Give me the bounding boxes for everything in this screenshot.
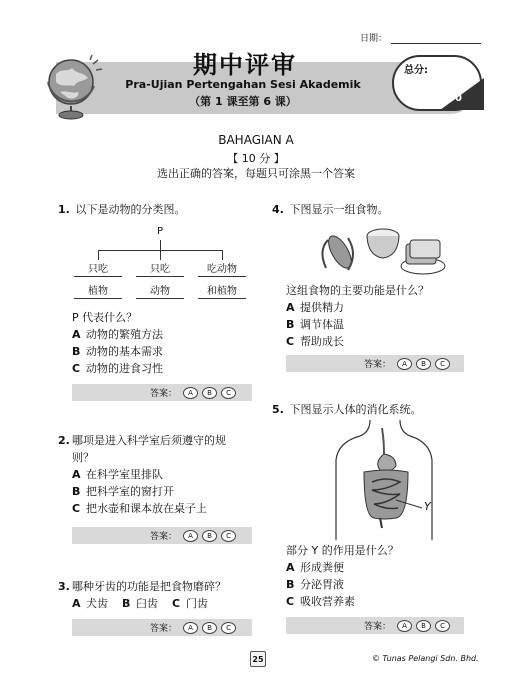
classification-tree xyxy=(70,222,250,302)
answer-label: 答案： xyxy=(364,622,392,632)
question-text: 下图显示人体的消化系统。 xyxy=(289,403,422,416)
option-a: A 形成粪便 xyxy=(286,561,344,574)
option-a: A 犬齿 xyxy=(72,597,108,610)
answer-bubble-a[interactable]: A xyxy=(397,620,412,632)
globe-icon xyxy=(38,52,108,122)
option-a: A 在科学室里排队 xyxy=(72,468,163,481)
tree-node: 和植物 xyxy=(207,286,237,297)
question-prompt: P 代表什么？ xyxy=(72,311,138,324)
answer-bubble-c[interactable]: C xyxy=(221,530,236,542)
answer-label: 答案： xyxy=(150,624,178,634)
digestive-system-diagram xyxy=(330,420,440,540)
question-1 xyxy=(58,201,186,218)
answer-label: 答案： xyxy=(150,532,178,542)
tree-underline xyxy=(74,298,122,299)
page-title: 期中评审 xyxy=(193,51,297,79)
answer-bubble-b[interactable]: B xyxy=(416,620,431,632)
section-instruction: 选出正确的答案，每题只可涂黑一个答案 xyxy=(157,167,355,180)
tree-drop-2 xyxy=(160,250,161,260)
score-wedge xyxy=(440,78,484,110)
answer-bar xyxy=(72,384,252,401)
question-text: 哪项是进入科学室后须遵守的规 xyxy=(72,434,226,447)
tree-drop-3 xyxy=(222,250,223,260)
answer-bubble-b[interactable]: B xyxy=(202,530,217,542)
option-a: A 动物的繁殖方法 xyxy=(72,328,163,341)
page-subtitle: Pra-Ujian Pertengahan Sesi Akademik xyxy=(125,78,361,91)
question-text: 下图显示一组食物。 xyxy=(289,203,389,216)
question-number: 3. xyxy=(58,580,70,593)
answer-bar xyxy=(72,619,252,636)
tree-underline xyxy=(198,298,246,299)
question-3 xyxy=(58,578,226,612)
question-1-body xyxy=(72,309,163,377)
date-label: 日期： xyxy=(360,34,388,44)
question-5-body xyxy=(286,542,399,610)
option-c: C 吸收营养素 xyxy=(286,595,355,608)
option-c: C 把水壶和课本放在桌子上 xyxy=(72,502,207,515)
tree-underline xyxy=(198,276,246,277)
option-c: C 门齿 xyxy=(172,597,208,610)
answer-bubble-a[interactable]: A xyxy=(183,622,198,634)
answer-bubble-a[interactable]: A xyxy=(183,530,198,542)
question-text: 以下是动物的分类图。 xyxy=(75,203,186,216)
question-4 xyxy=(272,201,389,218)
option-c: C 帮助成长 xyxy=(286,335,344,348)
option-b: B 臼齿 xyxy=(122,597,158,610)
answer-bubble-c[interactable]: C xyxy=(435,358,450,370)
answer-bubble-b[interactable]: B xyxy=(202,622,217,634)
section-title: BAHAGIAN A xyxy=(218,133,294,147)
diagram-label-y: Y xyxy=(424,500,431,513)
page-number: 25 xyxy=(250,651,266,667)
answer-bubble-b[interactable]: B xyxy=(416,358,431,370)
tree-node: 吃动物 xyxy=(207,264,237,275)
score-label: 总分: xyxy=(404,65,428,76)
answer-bar xyxy=(72,527,252,544)
option-b: B 把科学室的窗打开 xyxy=(72,485,174,498)
answer-bar xyxy=(286,617,464,634)
section-marks: 【 10 分 】 xyxy=(227,152,285,165)
tree-node: 动物 xyxy=(150,286,170,297)
lesson-range: （第 1 课至第 6 课） xyxy=(189,95,297,108)
tree-underline xyxy=(74,276,122,277)
tree-drop-1 xyxy=(98,250,99,260)
tree-underline xyxy=(136,298,184,299)
question-text: 哪种牙齿的功能是把食物磨碎？ xyxy=(72,580,226,593)
question-number: 5. xyxy=(272,403,284,416)
question-number: 4. xyxy=(272,203,284,216)
question-number: 1. xyxy=(58,203,70,216)
tree-node: 只吃 xyxy=(88,264,108,275)
option-b: B 动物的基本需求 xyxy=(72,345,163,358)
answer-bubble-c[interactable]: C xyxy=(435,620,450,632)
corn-icon xyxy=(322,232,355,271)
question-prompt: 这组食物的主要功能是什么？ xyxy=(286,284,429,297)
date-line xyxy=(391,34,481,44)
question-2 xyxy=(58,432,226,517)
answer-bubble-a[interactable]: A xyxy=(397,358,412,370)
food-illustration xyxy=(318,220,448,278)
score-total: 50 xyxy=(448,93,462,104)
rice-bowl-icon xyxy=(367,229,399,258)
answer-label: 答案： xyxy=(150,389,178,399)
option-b: B 分泌胃液 xyxy=(286,578,344,591)
answer-bubble-c[interactable]: C xyxy=(221,387,236,399)
option-b: B 调节体温 xyxy=(286,318,344,331)
option-a: A 提供精力 xyxy=(286,301,344,314)
question-5 xyxy=(272,401,422,418)
question-number: 2. xyxy=(58,434,70,447)
tree-root: P xyxy=(156,226,164,237)
question-text-cont: 则？ xyxy=(72,451,94,464)
answer-bar xyxy=(286,355,464,372)
bread-icon xyxy=(401,240,445,274)
tree-node: 只吃 xyxy=(150,264,170,275)
answer-label: 答案： xyxy=(364,360,392,370)
copyright: © Tunas Pelangi Sdn. Bhd. xyxy=(372,654,479,663)
answer-bubble-c[interactable]: C xyxy=(221,622,236,634)
tree-underline xyxy=(136,276,184,277)
tree-node: 植物 xyxy=(88,286,108,297)
answer-bubble-b[interactable]: B xyxy=(202,387,217,399)
date-field xyxy=(360,31,481,44)
question-prompt: 部分 Y 的作用是什么？ xyxy=(286,544,399,557)
option-c: C 动物的进食习性 xyxy=(72,362,163,375)
answer-bubble-a[interactable]: A xyxy=(183,387,198,399)
question-4-body xyxy=(286,282,429,350)
